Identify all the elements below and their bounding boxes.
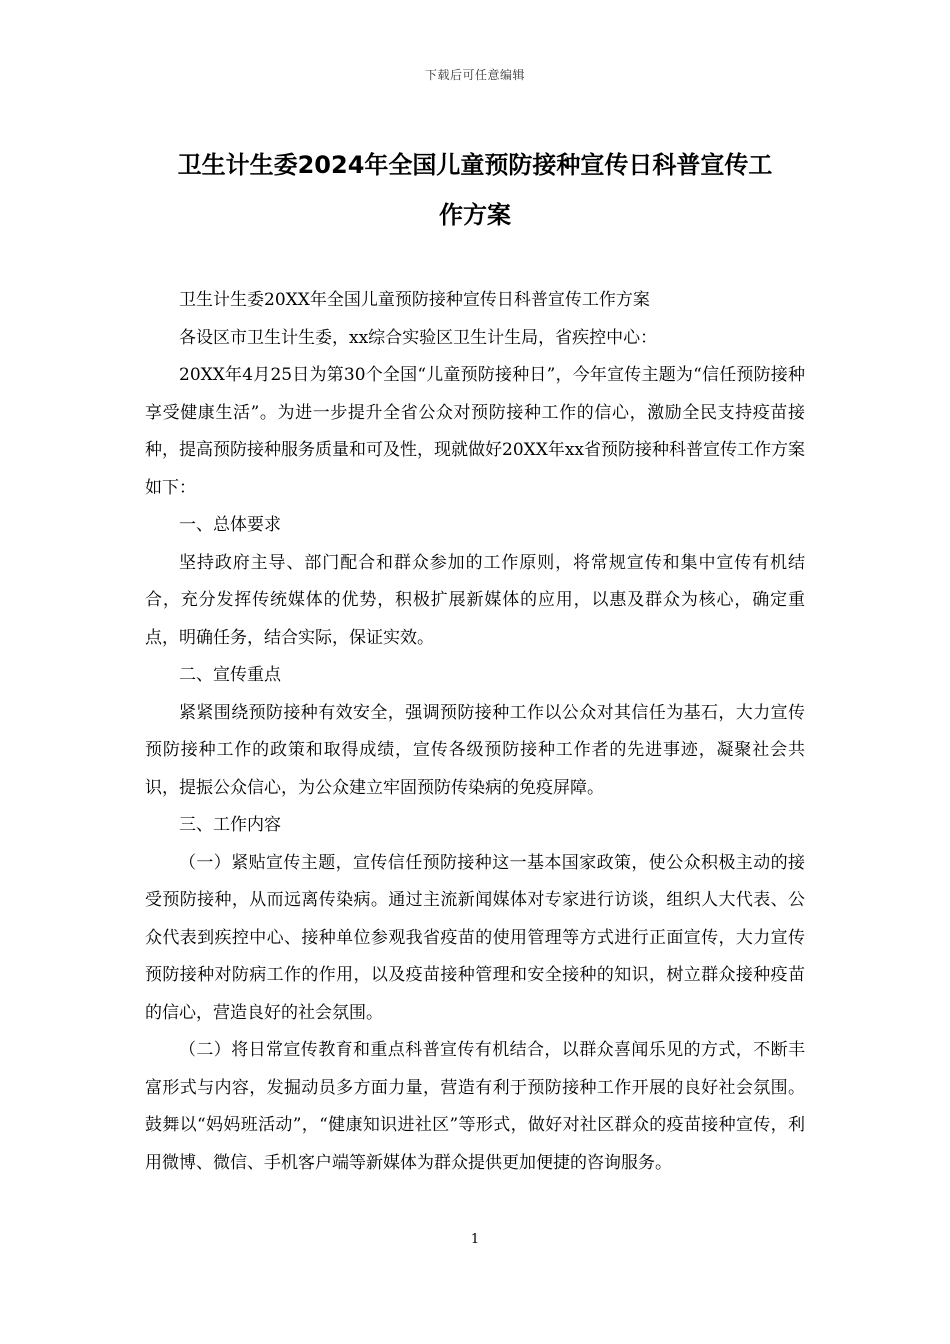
page-number: 1 <box>470 1232 480 1247</box>
paragraph-recipients: 各设区市卫生计生委，xx综合实验区卫生计生局，省疾控中心： <box>179 327 658 348</box>
title-line-2: 作方案 <box>439 201 511 229</box>
paragraph-intro: 20XX年4月25日为第30个全国“儿童预防接种日”，今年宣传主题为“信任预防接种享受健康生活”。为进一步提升全省公众对预防接种工作的信心，激励全民支持疫苗接种，提高预防接种服务质量和可及性，现就做好20XX年xx省预防接种科普宣传工作方案如下： <box>145 365 806 498</box>
section-heading-general: 一、总体要求 <box>179 515 281 535</box>
title-line-1: 卫生计生委2024年全国儿童预防接种宣传日科普宣传工 <box>177 151 773 179</box>
paragraph-content-1: （一）紧贴宣传主题，宣传信任预防接种这一基本国家政策，使公众积极主动的接受预防接种，从而远离传染病。通过主流新闻媒体对专家进行访谈，组织人大代表、公众代表到疾控中心、接种单位参观我省疫苗的使用管理等方式进行正面宣传，大力宣传预防接种对防病工作的作用，以及疫苗接种管理和安全接种的知识，树立群众接种疫苗的信心，营造良好的社会氛围。 <box>145 852 805 1023</box>
document-title <box>120 140 830 240</box>
document-body <box>145 282 805 1182</box>
paragraph-doc-name: 卫生计生委20XX年全国儿童预防接种宣传日科普宣传工作方案 <box>179 290 650 310</box>
paragraph-focus: 紧紧围绕预防接种有效安全，强调预防接种工作以公众对其信任为基石，大力宣传预防接种工作的政策和取得成绩，宣传各级预防接种工作者的先进事迹，凝聚社会共识，提振公众信心，为公众建立牢固预防传染病的免疫屏障。 <box>145 702 805 798</box>
section-heading-focus: 二、宣传重点 <box>179 665 281 685</box>
paragraph-content-2: （二）将日常宣传教育和重点科普宣传有机结合，以群众喜闻乐见的方式，不断丰富形式与内容，发掘动员多方面力量，营造有利于预防接种工作开展的良好社会氛围。鼓舞以“妈妈班活动”，“健康知识进社区”等形式，做好对社区群众的疫苗接种宣传，利用微博、微信、手机客户端等新媒体为群众提供更加便捷的咨询服务。 <box>145 1040 805 1173</box>
header-note: 下载后可任意编辑 <box>424 68 525 82</box>
section-heading-content: 三、工作内容 <box>179 815 281 835</box>
paragraph-general: 坚持政府主导、部门配合和群众参加的工作原则，将常规宣传和集中宣传有机结合，充分发挥传统媒体的优势，积极扩展新媒体的应用，以惠及群众为核心，确定重点，明确任务，结合实际，保证实效。 <box>145 552 805 648</box>
